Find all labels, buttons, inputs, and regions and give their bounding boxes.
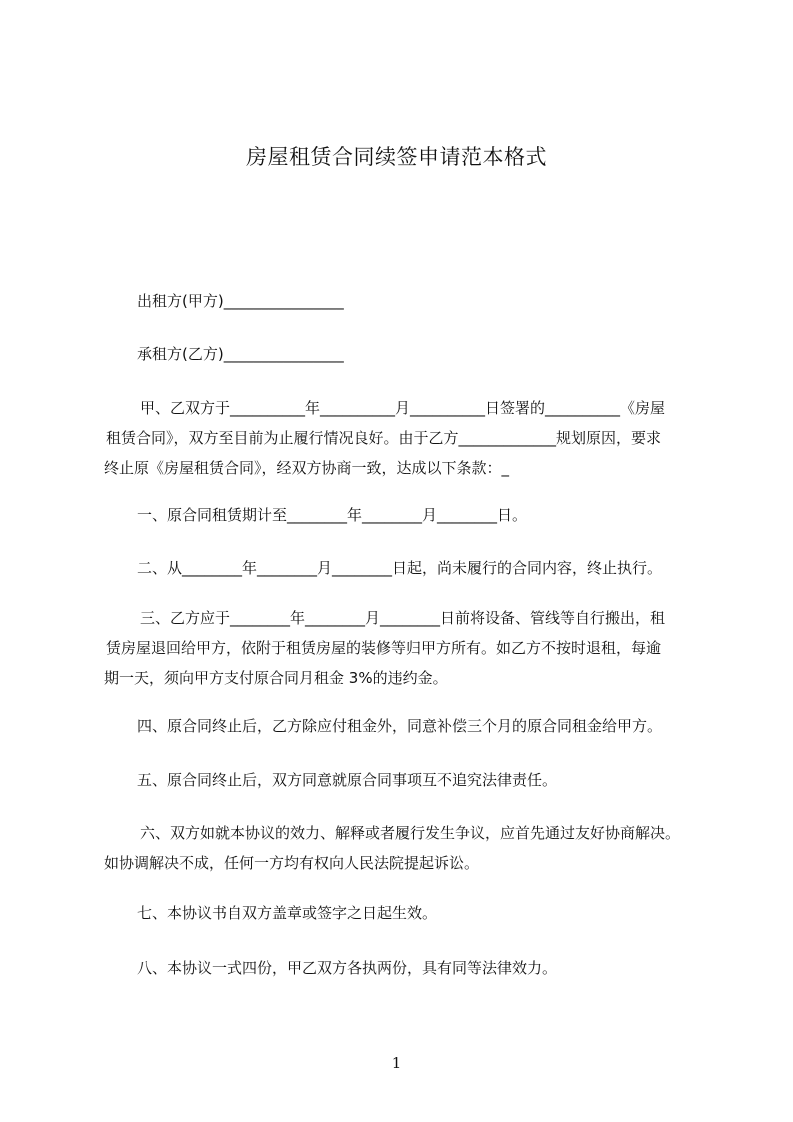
clause-7: 七、本协议书自双方盖章或签字之日起生效。	[137, 904, 438, 922]
intro-line-2: 租赁合同》，双方至目前为止履行情况良好。由于乙方_____________规划原因，要求	[106, 429, 662, 447]
page-number: 1	[391, 1054, 402, 1072]
clause-8: 八、本协议一式四份，甲乙双方各执两份，具有同等法律效力。	[137, 959, 558, 977]
intro-line-1: 甲、乙双方于__________年__________月__________日签署的__________《房屋	[140, 399, 666, 417]
clause-3-line-2: 赁房屋退回给甲方，依附于租赁房屋的装修等归甲方所有。如乙方不按时退租，每逾	[106, 639, 662, 657]
clause-3-line-3: 期一天，须向甲方支付原合同月租金 3%的违约金。	[104, 669, 448, 687]
intro-paragraph	[104, 393, 704, 483]
intro-line-3: 终止原《房屋租赁合同》，经双方协商一致，达成以下条款：_	[104, 459, 510, 477]
clause-2: 二、从________年________月________日起，尚未履行的合同内容，终止执行。	[137, 559, 663, 577]
clause-1: 一、原合同租赁期计至________年________月________日。	[137, 506, 528, 524]
clause-4: 四、原合同终止后，乙方除应付租金外，同意补偿三个月的原合同租金给甲方。	[137, 717, 663, 735]
clause-5: 五、原合同终止后，双方同意就原合同事项互不追究法律责任。	[137, 771, 558, 789]
lessee-line: 承租方(乙方)________________	[137, 345, 344, 363]
clause-6-paragraph	[104, 818, 704, 878]
clause-3-line-1: 三、乙方应于________年________月________日前将设备、管线等自行搬出，租	[140, 609, 666, 627]
document-title: 房屋租赁合同续签申请范本格式	[246, 145, 547, 169]
lessor-line: 出租方(甲方)________________	[137, 292, 344, 310]
clause-3-paragraph	[104, 603, 704, 693]
clause-6-line-2: 如协调解决不成，任何一方均有权向人民法院提起诉讼。	[104, 854, 480, 872]
clause-6-line-1: 六、双方如就本协议的效力、解释或者履行发生争议，应首先通过友好协商解决。	[140, 824, 681, 842]
